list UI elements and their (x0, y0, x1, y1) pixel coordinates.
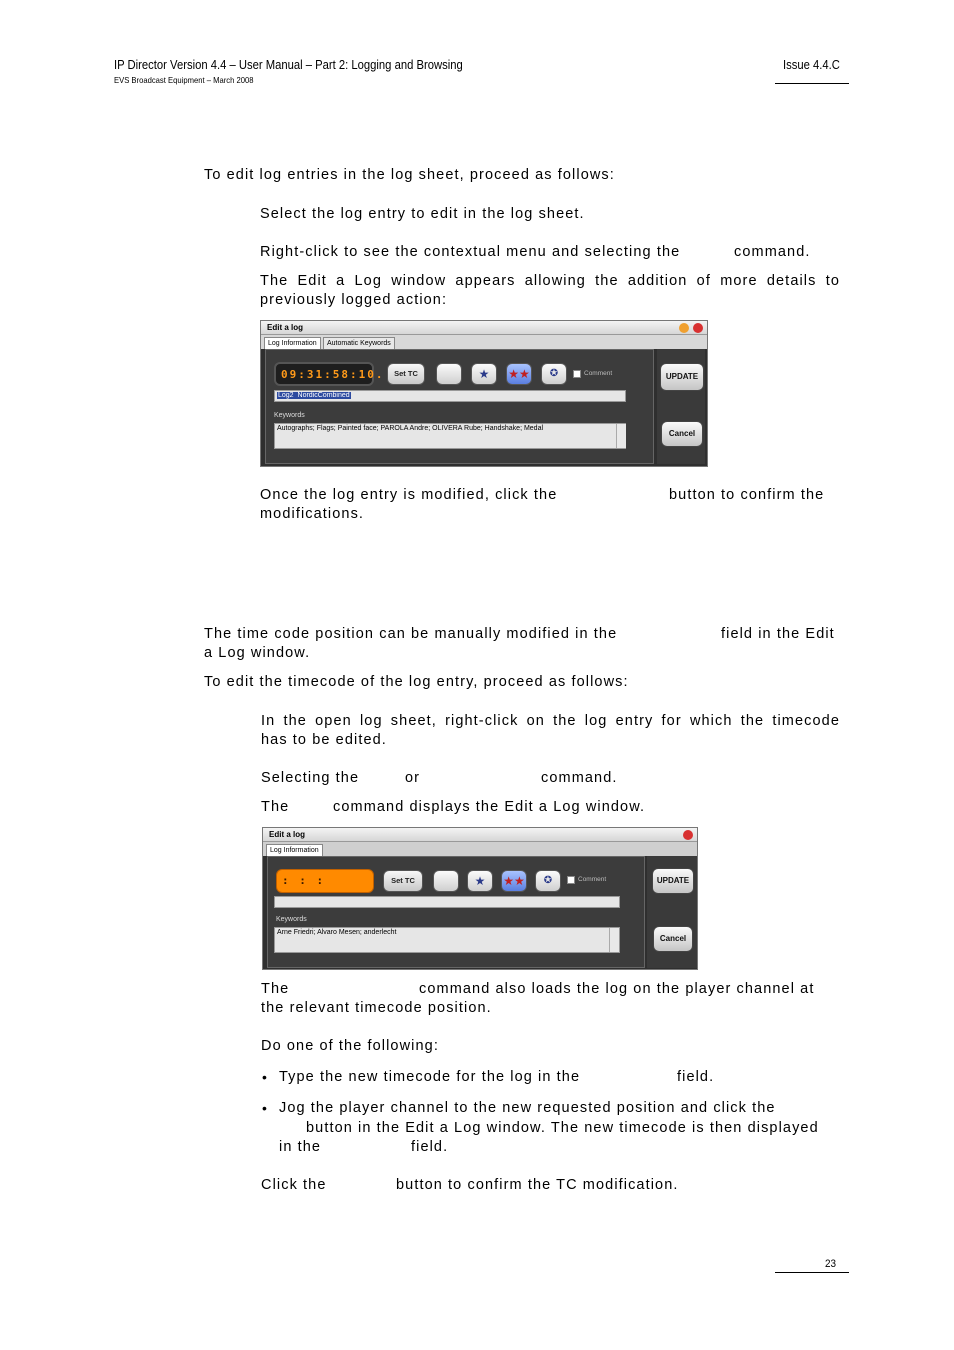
log-name-rest: NordicCombined (295, 392, 350, 399)
star-icon[interactable]: ★ (467, 870, 493, 892)
bullet-icon: • (262, 1100, 267, 1116)
step-edit-window-line2: previously logged action: (260, 292, 448, 308)
empty-rating-button[interactable] (433, 870, 459, 892)
log-name-field[interactable] (274, 390, 626, 402)
section2-p2: To edit the timecode of the log entry, proceed as follows: (204, 674, 629, 690)
cancel-button[interactable]: Cancel (653, 926, 693, 952)
step-displays-b: command displays the Edit a Log window. (333, 799, 646, 815)
issue-label: Issue 4.4.C (783, 58, 840, 72)
dialog-title: Edit a log (263, 828, 697, 842)
step-right-click-entry-line1 (261, 712, 840, 731)
bullet2-line2: button in the Edit a Log window. The new timecode is then displayed (306, 1120, 819, 1136)
timecode-field[interactable]: : : : (276, 869, 374, 893)
stars-icon[interactable]: ★★ (501, 870, 527, 892)
close-icon[interactable] (683, 830, 693, 840)
bullet1-b: field. (677, 1069, 715, 1085)
comment-checkbox[interactable] (573, 370, 581, 378)
set-tc-button[interactable]: Set TC (387, 363, 425, 385)
stars-icon[interactable]: ★★ (506, 363, 532, 385)
comment-label: Comment (584, 370, 613, 377)
section2-p1-line2: a Log window. (204, 645, 311, 661)
step-confirm-b: button to confirm the (669, 487, 825, 503)
keywords-scrollbar[interactable] (616, 424, 626, 448)
step-right-click-entry-text: In the open log sheet, right-click on the log entry for which the timecode (261, 713, 840, 729)
step-loads-a: The (261, 981, 290, 997)
section2-p1a: The time code position can be manually modified in the (204, 626, 618, 642)
bullet1-a: Type the new timecode for the log in the (279, 1069, 581, 1085)
comment-checkbox[interactable] (567, 876, 575, 884)
bullet2-line1: Jog the player channel to the new requested position and click the (279, 1100, 776, 1116)
tab-log-information[interactable]: Log Information (264, 337, 321, 349)
star-trophy-icon[interactable]: ✪ (541, 363, 567, 385)
document-subtitle: EVS Broadcast Equipment – March 2008 (114, 75, 254, 85)
step-right-click-a: Right-click to see the contextual menu and selecting the (260, 244, 681, 260)
tab-automatic-keywords[interactable]: Automatic Keywords (323, 337, 395, 349)
star-trophy-icon[interactable]: ✪ (535, 870, 561, 892)
section2-p1b: field in the Edit (721, 626, 835, 642)
step-edit-window-line1 (260, 272, 840, 291)
log-name-field[interactable] (274, 896, 620, 908)
dialog-title: Edit a log (261, 321, 707, 335)
step-click-a: Click the (261, 1177, 327, 1193)
section1-intro: To edit log entries in the log sheet, proceed as follows: (204, 167, 615, 183)
step-loads-line2: the relevant timecode position. (261, 1000, 492, 1016)
bullet2-line3a: in the (279, 1139, 322, 1155)
cancel-button[interactable]: Cancel (661, 421, 703, 447)
step-confirm-a: Once the log entry is modified, click the (260, 487, 558, 503)
edit-log-dialog-1 (260, 320, 708, 467)
step-select-entry: Select the log entry to edit in the log sheet. (260, 206, 585, 222)
header-rule (775, 83, 849, 84)
action-panel (657, 349, 705, 464)
tab-log-information[interactable]: Log Information (266, 844, 323, 856)
update-button[interactable]: UPDATE (660, 363, 704, 391)
step-confirm-line2: modifications. (260, 506, 365, 522)
step-loads-b: command also loads the log on the player channel at (419, 981, 815, 997)
keywords-field[interactable]: Arne Friedri; Alvaro Mesen; anderlecht (274, 927, 620, 953)
close-icon[interactable] (693, 323, 703, 333)
step-edit-window-text: The Edit a Log window appears allowing the addition of more details to (260, 273, 840, 289)
set-tc-button[interactable]: Set TC (383, 870, 423, 892)
step-right-click-entry-line2: has to be edited. (261, 732, 387, 748)
step-do-one: Do one of the following: (261, 1038, 439, 1054)
tab-bar (263, 842, 697, 856)
document-title: IP Director Version 4.4 – User Manual – Part 2: Logging and Browsing (114, 58, 463, 72)
step-click-b: button to confirm the TC modification. (396, 1177, 679, 1193)
update-button[interactable]: UPDATE (652, 868, 694, 894)
bullet2-line3b: field. (411, 1139, 449, 1155)
keywords-field[interactable]: Autographs; Flags; Painted face; PAROLA Andre; OLIVERA Rube; Handshake; Medal (274, 423, 626, 449)
edit-log-dialog-2 (262, 827, 698, 970)
keywords-scrollbar[interactable] (609, 928, 619, 952)
step-right-click-b: command. (734, 244, 811, 260)
step-selecting-a: Selecting the (261, 770, 360, 786)
empty-rating-button[interactable] (436, 363, 462, 385)
action-panel (647, 856, 697, 968)
keywords-label: Keywords (274, 412, 305, 419)
star-icon[interactable]: ★ (471, 363, 497, 385)
step-selecting-b: or (405, 770, 421, 786)
log-information-panel (267, 856, 645, 968)
timecode-field[interactable]: 09:31:58:10. (274, 362, 374, 386)
step-selecting-c: command. (541, 770, 618, 786)
step-displays-a: The (261, 799, 290, 815)
comment-label: Comment (578, 876, 607, 883)
minimize-icon[interactable] (679, 323, 689, 333)
tab-bar (261, 335, 707, 349)
keywords-label: Keywords (276, 916, 307, 923)
footer-rule (775, 1272, 849, 1273)
page-number: 23 (825, 1258, 837, 1270)
log-information-panel (265, 349, 654, 464)
log-name-selected: Log2 (278, 392, 294, 399)
bullet-icon: • (262, 1069, 267, 1085)
